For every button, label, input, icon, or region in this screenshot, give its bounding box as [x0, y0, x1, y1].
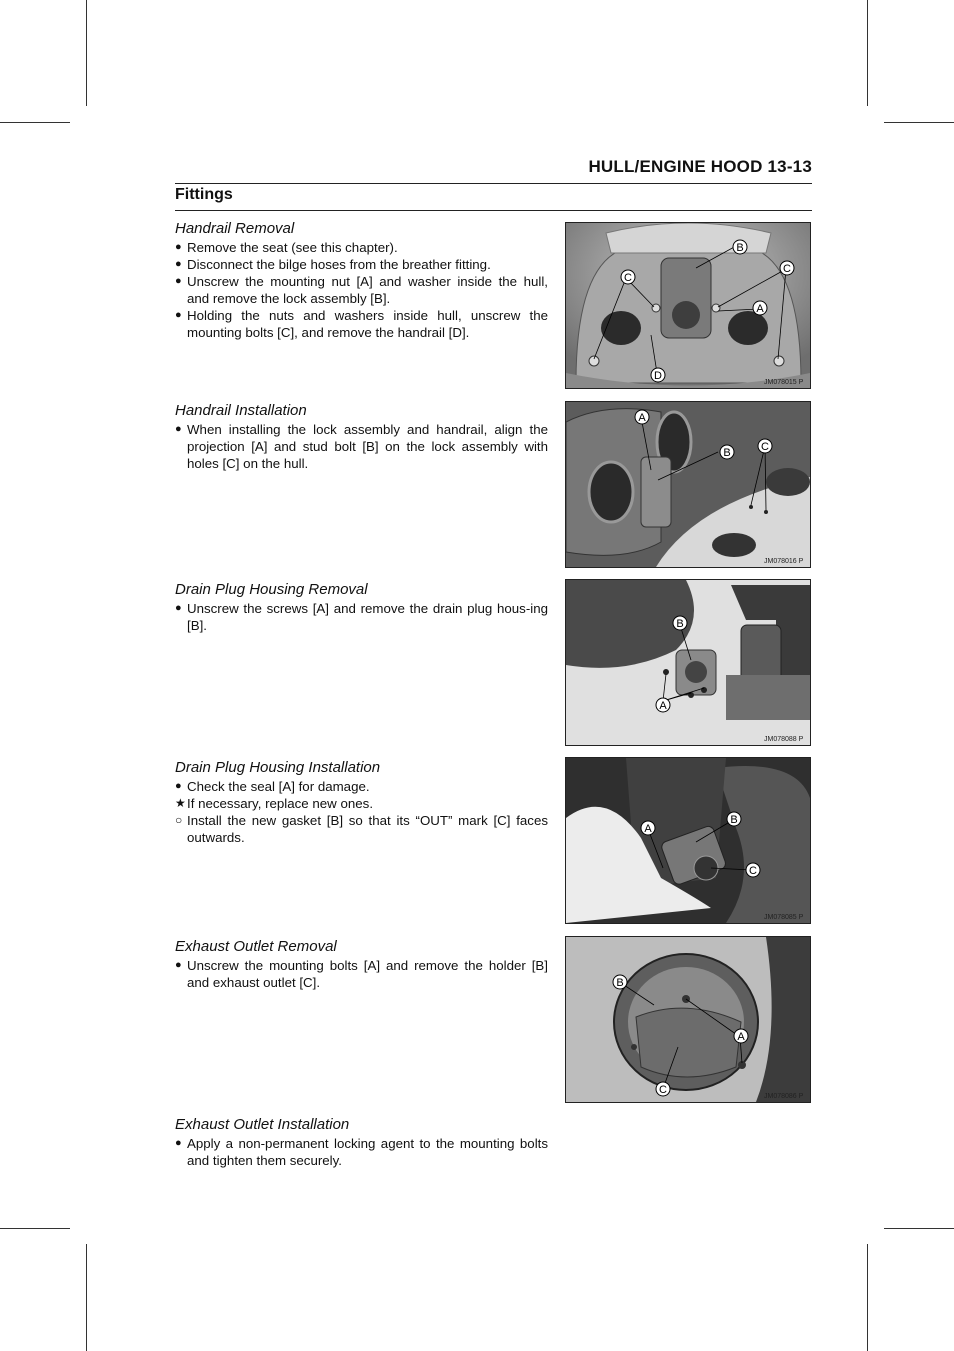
figure-code: JM078085 P	[764, 914, 804, 921]
figure-handrail-installation	[565, 401, 811, 568]
step: ● Unscrew the screws [A] and remove the drain plug hous-ing [B].	[175, 601, 548, 633]
step: ● Remove the seat (see this chapter).	[175, 240, 398, 255]
photo-illustration	[566, 402, 810, 567]
bullet-icon: ●	[175, 241, 182, 253]
step: ● Holding the nuts and washers inside hull, unscrew the mounting bolts [C], and remove the handrail [D].	[175, 308, 548, 340]
callout-label	[613, 975, 627, 989]
photo-illustration	[566, 223, 810, 388]
step: ● Unscrew the mounting nut [A] and washer inside the hull, and remove the lock assembly [B].	[175, 274, 548, 306]
svg-text:B: B	[730, 814, 738, 826]
bullet-icon: ●	[175, 1137, 182, 1149]
figure-drain-plug-housing-removal	[565, 579, 811, 746]
subheading: Exhaust Outlet Removal	[175, 938, 337, 955]
callout-label	[753, 301, 767, 315]
callout-label	[641, 821, 655, 835]
step: ★ If necessary, replace new ones.	[175, 796, 374, 811]
bullet-icon: ●	[175, 602, 182, 614]
section-rule	[175, 210, 812, 211]
bullet-icon: ●	[175, 258, 182, 270]
crop-mark	[884, 1228, 954, 1229]
svg-text:A: A	[756, 303, 764, 315]
svg-text:C: C	[624, 272, 632, 284]
block-handrail-installation	[175, 402, 548, 472]
subheading: Handrail Installation	[175, 402, 307, 419]
circle-icon: ○	[175, 813, 183, 827]
step: ● Apply a non-permanent locking agent to the mounting bolts and tighten them securely.	[175, 1136, 548, 1168]
figure-handrail-removal	[565, 222, 811, 389]
bullet-icon: ●	[175, 959, 182, 971]
callout-label	[656, 1082, 670, 1096]
block-handrail-removal	[175, 220, 548, 341]
figure-exhaust-outlet-removal	[565, 936, 811, 1103]
callout-label	[733, 240, 747, 254]
step: ● Check the seal [A] for damage.	[175, 779, 370, 794]
block-exhaust-outlet-removal	[175, 938, 548, 991]
bullet-icon: ●	[175, 309, 182, 321]
svg-text:B: B	[723, 447, 731, 459]
callout-label	[727, 812, 741, 826]
figure-code: JM078086 P	[764, 1093, 804, 1100]
svg-text:A: A	[644, 823, 652, 835]
step: ● When installing the lock assembly and handrail, align the projection [A] and stud bolt [B] on the lock assembly with holes [C] on the hull.	[175, 422, 548, 471]
svg-text:C: C	[761, 441, 769, 453]
crop-mark	[86, 0, 87, 106]
bullet-icon: ●	[175, 780, 182, 792]
crop-mark	[867, 1244, 868, 1351]
svg-text:B: B	[616, 977, 624, 989]
callout-label	[720, 445, 734, 459]
subheading: Drain Plug Housing Removal	[175, 581, 368, 598]
callout-label	[746, 863, 760, 877]
callout-label	[656, 698, 670, 712]
subheading: Drain Plug Housing Installation	[175, 759, 381, 776]
crop-mark	[86, 1244, 87, 1351]
callout-label	[635, 410, 649, 424]
svg-text:B: B	[736, 242, 744, 254]
svg-text:C: C	[783, 263, 791, 275]
crop-mark	[867, 0, 868, 106]
svg-text:A: A	[737, 1031, 745, 1043]
crop-mark	[884, 122, 954, 123]
svg-text:A: A	[659, 700, 667, 712]
callout-label	[734, 1029, 748, 1043]
step: ● Disconnect the bilge hoses from the breather fitting.	[175, 257, 491, 272]
svg-text:C: C	[749, 865, 757, 877]
section-title: Fittings	[175, 186, 233, 203]
block-drain-plug-housing-installation	[175, 759, 548, 846]
crop-mark	[0, 122, 70, 123]
star-icon: ★	[175, 796, 186, 810]
figure-code: JM078015 P	[764, 379, 804, 386]
photo-illustration	[566, 580, 810, 745]
block-exhaust-outlet-installation	[175, 1116, 548, 1169]
bullet-icon: ●	[175, 275, 182, 287]
header-rule	[175, 183, 812, 184]
callout-label	[621, 270, 635, 284]
figure-code: JM078088 P	[764, 736, 804, 743]
photo-illustration	[566, 758, 810, 923]
crop-mark	[0, 1228, 70, 1229]
step: ○ Install the new gasket [B] so that its “OUT” mark [C] faces outwards.	[175, 813, 548, 845]
svg-text:D: D	[654, 370, 662, 382]
figure-drain-plug-housing-installation	[565, 757, 811, 924]
callout-label	[651, 368, 665, 382]
bullet-icon: ●	[175, 423, 182, 435]
step: ● Unscrew the mounting bolts [A] and remove the holder [B] and exhaust outlet [C].	[175, 958, 548, 990]
callout-label	[758, 439, 772, 453]
callout-label	[673, 616, 687, 630]
svg-text:C: C	[659, 1084, 667, 1096]
subheading: Exhaust Outlet Installation	[175, 1116, 350, 1133]
figure-code: JM078016 P	[764, 558, 804, 565]
svg-text:A: A	[638, 412, 646, 424]
block-drain-plug-housing-removal	[175, 581, 548, 634]
subheading: Handrail Removal	[175, 220, 295, 237]
photo-illustration	[566, 937, 810, 1102]
page-header: HULL/ENGINE HOOD 13-13	[588, 157, 812, 176]
callout-label	[780, 261, 794, 275]
svg-text:B: B	[676, 618, 684, 630]
